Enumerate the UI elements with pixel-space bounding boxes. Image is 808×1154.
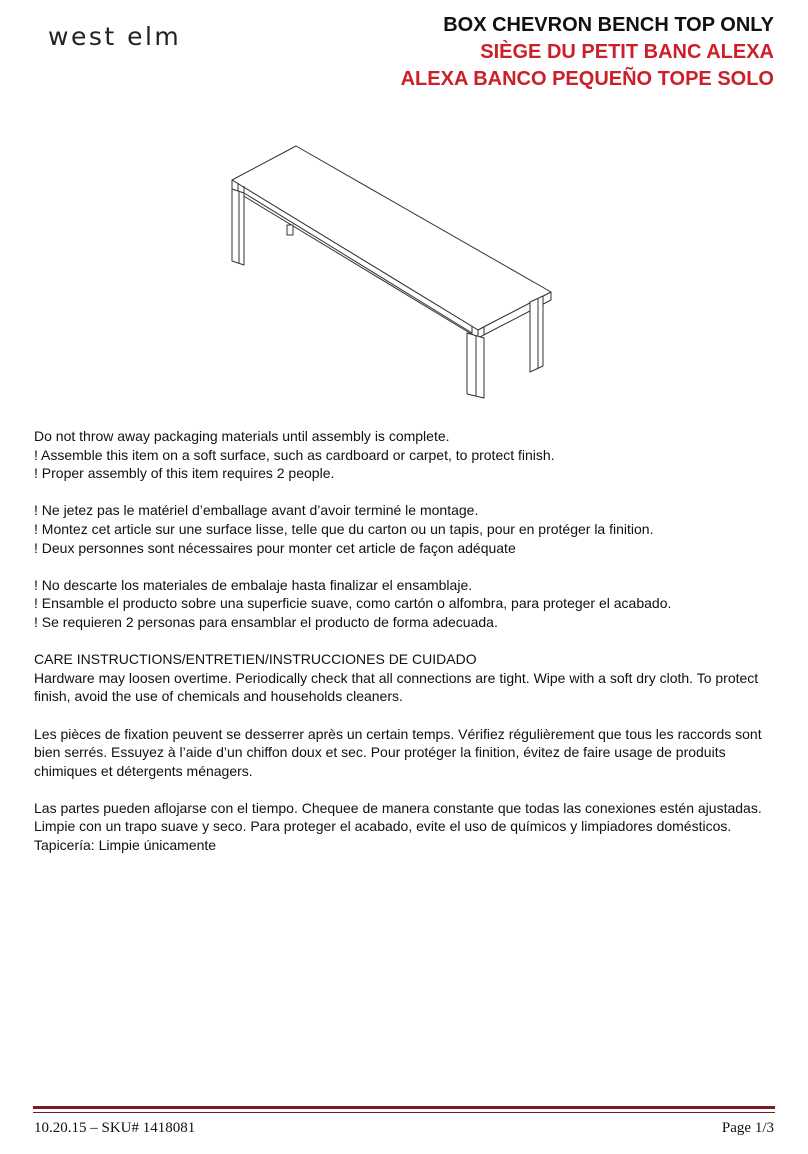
instructions-body bbox=[34, 427, 779, 855]
title-spanish: ALEXA BANCO PEQUEÑO TOPE SOLO bbox=[400, 68, 774, 90]
care-heading: CARE INSTRUCTIONS/ENTRETIEN/INSTRUCCIONES DE CUIDADO bbox=[34, 651, 477, 668]
warning-fr-3: ! Deux personnes sont nécessaires pour monter cet article de façon adéquate bbox=[34, 539, 516, 556]
page-number: Page 1/3 bbox=[721, 1120, 774, 1136]
footer-rule bbox=[33, 1106, 775, 1109]
brand-logo: west elm bbox=[48, 22, 182, 51]
title-block bbox=[401, 12, 774, 93]
footer-date-sku: 10.20.15 – SKU# 1418081 bbox=[34, 1120, 196, 1136]
care-spanish-upholstery: Tapicería: Limpie únicamente bbox=[34, 837, 217, 854]
footer-rule-thin bbox=[33, 1112, 775, 1113]
warning-en-3: ! Proper assembly of this item requires 2 people. bbox=[34, 465, 335, 482]
title-french: SIÈGE DU PETIT BANC ALEXA bbox=[480, 41, 774, 63]
warning-en-1: Do not throw away packaging materials until assembly is complete. bbox=[34, 428, 450, 444]
care-english: Hardware may loosen overtime. Periodically check that all connections are tight. Wipe with a soft dry cloth. To protect finish, avoid the use of chemicals and households cleaners. bbox=[34, 669, 759, 705]
care-spanish: Las partes pueden aflojarse con el tiempo. Chequee de manera constante que todas las conexiones estén ajustadas. Limpie con un trapo suave y seco. Para proteger el acabado, evite el uso de químicos y limpiadores domésticos. bbox=[34, 799, 762, 835]
title-english: BOX CHEVRON BENCH TOP ONLY bbox=[443, 14, 774, 36]
warning-fr-1: ! Ne jetez pas le matériel d’emballage avant d’avoir terminé le montage. bbox=[34, 502, 479, 519]
warning-fr-2: ! Montez cet article sur une surface lisse, telle que du carton ou un tapis, pour en protéger la finition. bbox=[34, 520, 654, 537]
warning-es-1: ! No descarte los materiales de embalaje hasta finalizar el ensamblaje. bbox=[34, 576, 473, 593]
bench-line-drawing-icon bbox=[225, 140, 555, 405]
warning-es-2: ! Ensamble el producto sobre una superficie suave, como cartón o alfombra, para proteger el acabado. bbox=[34, 595, 672, 612]
warning-en-2: ! Assemble this item on a soft surface, such as cardboard or carpet, to protect finish. bbox=[34, 446, 555, 463]
care-french: Les pièces de fixation peuvent se desserrer après un certain temps. Vérifiez régulièrement que tous les raccords sont bien serrés. Essuyez à l’aide d’un chiffon doux et sec. Pour protéger la finition, évitez de faire usage de produits chimiques et détergents ménagers. bbox=[34, 725, 762, 779]
warning-es-3: ! Se requieren 2 personas para ensamblar el producto de forma adecuada. bbox=[34, 613, 498, 630]
